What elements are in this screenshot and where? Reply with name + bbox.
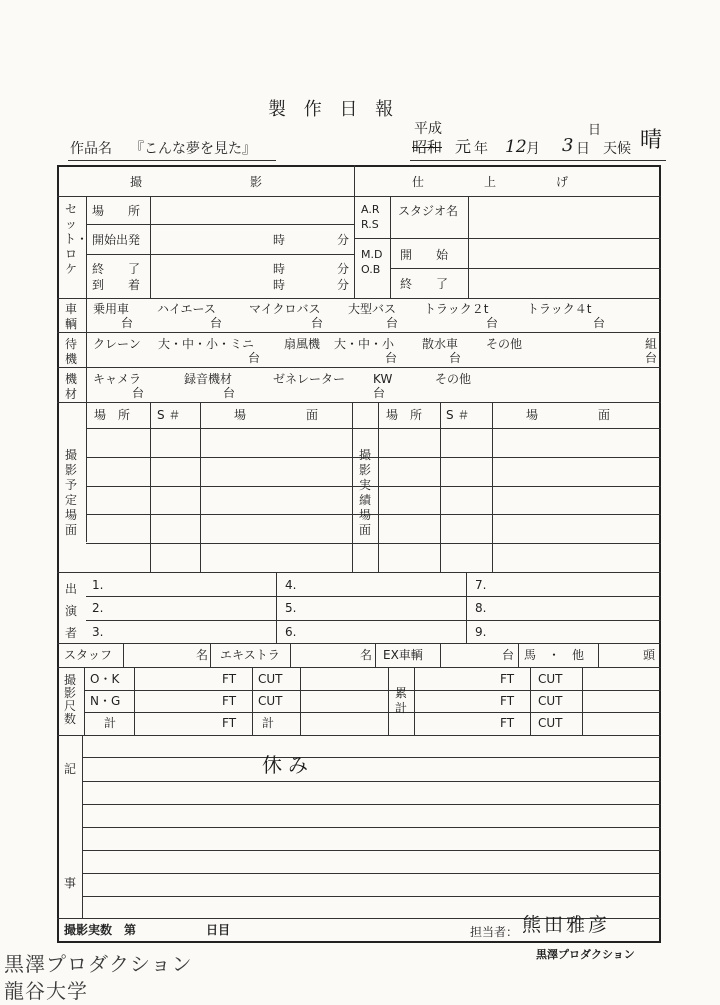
- sched-scene-right: 場 面: [526, 408, 611, 422]
- day-value: 3: [562, 135, 574, 156]
- rule: [518, 643, 519, 667]
- day-unit: 日: [576, 141, 590, 157]
- fun-label-1: 分: [337, 233, 350, 247]
- footage-ng: N・G: [90, 694, 121, 708]
- watermark-line1: 黒澤プロダクション: [4, 952, 193, 976]
- standby-other: その他: [486, 337, 523, 351]
- standby-crane-unit: 台: [248, 351, 261, 365]
- extra-label: エキストラ: [220, 648, 280, 662]
- standby-crane: クレーン: [93, 337, 141, 351]
- ng-ft: FT: [222, 694, 237, 708]
- rule: [150, 402, 151, 572]
- set-loc-label: セット・ロケ: [64, 202, 89, 276]
- rule: [86, 620, 661, 621]
- ar-label: A.R: [361, 203, 380, 216]
- rule: [252, 667, 253, 735]
- footage-total: 計: [104, 716, 117, 730]
- rule: [388, 667, 389, 735]
- rule: [440, 402, 441, 572]
- section-shooting: 撮 影: [130, 175, 263, 189]
- standby-label: 待機: [64, 337, 77, 366]
- rule: [530, 667, 531, 735]
- vehicle-microbus-unit: 台: [311, 316, 324, 330]
- weather-label: 天候: [603, 141, 631, 157]
- standby-crane-sizes: 大・中・小・ミニ: [158, 337, 255, 351]
- cast-8: 8.: [475, 601, 487, 615]
- cast-1: 1.: [92, 578, 104, 592]
- rule: [57, 196, 661, 197]
- ok-cut: CUT: [258, 672, 283, 686]
- rule: [352, 402, 353, 572]
- standby-group-unit: 組: [645, 337, 658, 351]
- rule: [84, 667, 85, 735]
- finish-label: 終 了: [400, 277, 449, 291]
- report-title: 製 作 日 報: [268, 99, 400, 120]
- days-unit: 日目: [206, 923, 231, 937]
- equip-recorder: 録音機材: [184, 372, 233, 386]
- ok-ft: FT: [222, 672, 237, 686]
- manager-label: 担当者：: [470, 925, 519, 939]
- vehicle-truck4t: トラック４t: [527, 302, 592, 316]
- vehicle-truck4t-unit: 台: [593, 316, 606, 330]
- rule: [86, 196, 87, 542]
- rule: [82, 781, 661, 782]
- ob-label: O.B: [361, 263, 381, 276]
- vehicle-sedan-unit: 台: [121, 316, 134, 330]
- ji-label-2: 時: [273, 262, 286, 276]
- studio-label: スタジオ名: [398, 204, 459, 218]
- total-kei: 計: [262, 716, 275, 730]
- cast-7: 7.: [475, 578, 487, 592]
- watermark-line2: 龍谷大学: [4, 979, 88, 1003]
- month-value: 12: [505, 137, 527, 157]
- equipment-label: 機材: [64, 372, 77, 401]
- ex-vehicle-unit: 台: [502, 648, 515, 662]
- cast-9: 9.: [475, 625, 487, 639]
- md-label: M.D: [361, 248, 383, 261]
- rule: [492, 402, 493, 572]
- rule: [82, 896, 661, 897]
- rule: [57, 572, 661, 573]
- vehicle-hiace-unit: 台: [210, 316, 223, 330]
- rule: [82, 873, 661, 874]
- cum-cut-1: CUT: [538, 672, 563, 686]
- work-name-value: 『こんな夢を見た』: [130, 141, 256, 157]
- date-underline: [410, 160, 666, 161]
- work-name-underline: [68, 160, 276, 161]
- rule: [57, 332, 661, 333]
- rule: [598, 643, 599, 667]
- equip-kw-unit: 台: [373, 386, 386, 400]
- weather-value: 晴: [640, 128, 663, 153]
- cast-5: 5.: [285, 601, 297, 615]
- rule: [354, 165, 355, 298]
- notes-label-bottom: 事: [64, 876, 77, 890]
- standby-fan: 扇風機: [284, 337, 321, 351]
- sched-scene-left: 場 面: [234, 408, 319, 422]
- extra-name-unit: 名: [360, 648, 373, 662]
- cum-cut-2: CUT: [538, 694, 563, 708]
- rule: [84, 690, 661, 691]
- year-unit: 年: [474, 141, 488, 157]
- cum-ft-2: FT: [500, 694, 515, 708]
- rule: [134, 667, 135, 735]
- standby-sprinkler: 散水車: [422, 337, 459, 351]
- cast-3: 3.: [92, 625, 104, 639]
- rule: [378, 402, 379, 572]
- rule: [57, 643, 661, 644]
- staff-name-unit: 名: [196, 648, 209, 662]
- standby-group-unit2: 台: [645, 351, 658, 365]
- end-label: 終 了: [92, 262, 141, 276]
- cast-6: 6.: [285, 625, 297, 639]
- footage-label: 撮影尺数: [63, 673, 76, 726]
- fun-label-2: 分: [337, 262, 350, 276]
- notes-handwritten: 休み: [262, 753, 314, 777]
- rule: [84, 712, 661, 713]
- rule: [390, 196, 391, 298]
- horse-label: 馬 ・ 他: [524, 648, 585, 662]
- rule: [354, 238, 661, 239]
- place-label: 場 所: [92, 204, 141, 218]
- rule: [150, 196, 151, 298]
- cumulative-label: 累計: [394, 686, 407, 715]
- rule: [390, 268, 661, 269]
- rule: [82, 827, 661, 828]
- ng-cut: CUT: [258, 694, 283, 708]
- vehicle-bus-unit: 台: [386, 316, 399, 330]
- equip-camera: キャメラ: [93, 372, 142, 386]
- sched-place-left: 場 所: [94, 408, 131, 422]
- rule: [582, 667, 583, 735]
- rule: [210, 643, 211, 667]
- ex-vehicle-label: EX車輌: [383, 648, 423, 662]
- cum-ft-1: FT: [500, 672, 515, 686]
- sched-place-right: 場 所: [386, 408, 423, 422]
- notes-label-top: 記: [64, 762, 77, 776]
- actual-label: 撮影実績場面: [358, 448, 371, 537]
- sched-sno-left: S ＃: [157, 408, 181, 422]
- rule: [86, 543, 661, 544]
- rule: [276, 572, 277, 643]
- planned-label: 撮影予定場面: [64, 448, 77, 537]
- work-name-label: 作品名: [70, 141, 112, 157]
- vehicle-microbus: マイクロバス: [249, 302, 321, 316]
- rule: [414, 667, 415, 735]
- arrive-label: 到 着: [92, 278, 141, 292]
- vehicle-sedan: 乗用車: [93, 302, 130, 316]
- rule: [86, 254, 354, 255]
- rule: [57, 402, 661, 403]
- rule: [468, 196, 469, 298]
- rule: [57, 298, 661, 299]
- vehicles-label: 車輌: [64, 302, 77, 331]
- cum-cut-3: CUT: [538, 716, 563, 730]
- month-unit: 月: [526, 141, 540, 157]
- rule: [86, 224, 354, 225]
- rule: [57, 735, 661, 736]
- rule: [82, 757, 661, 758]
- start-label: 開 始: [400, 248, 449, 262]
- rule: [82, 804, 661, 805]
- ji-label-1: 時: [273, 233, 286, 247]
- standby-fan-sizes: 大・中・小: [334, 337, 395, 351]
- horse-unit: 頭: [643, 648, 656, 662]
- footage-ok: O・K: [90, 672, 120, 686]
- rule: [86, 428, 661, 429]
- equip-recorder-unit: 台: [223, 386, 236, 400]
- rule: [290, 643, 291, 667]
- section-finishing: 仕 上 げ: [412, 175, 569, 189]
- fun-label-3: 分: [337, 278, 350, 292]
- cast-2: 2.: [92, 601, 104, 615]
- rule: [82, 850, 661, 851]
- rule: [466, 572, 467, 643]
- rule: [440, 643, 441, 667]
- rule: [300, 667, 301, 735]
- equip-generator: ゼネレーター: [273, 372, 346, 386]
- vehicle-bus: 大型バス: [348, 302, 397, 316]
- rule: [200, 402, 201, 572]
- cast-label: 出演者: [64, 582, 77, 640]
- rule: [57, 667, 661, 668]
- company-label: 黒澤プロダクション: [536, 948, 635, 961]
- staff-label: スタッフ: [64, 648, 113, 662]
- vehicle-truck2t: トラック２t: [424, 302, 489, 316]
- days-label: 撮影実数 第: [64, 923, 137, 937]
- vehicle-truck2t-unit: 台: [486, 316, 499, 330]
- rule: [57, 367, 661, 368]
- rule: [123, 643, 124, 667]
- ji-label-3: 時: [273, 278, 286, 292]
- rule: [86, 596, 661, 597]
- equip-other: その他: [435, 372, 472, 386]
- rs-label: R.S: [361, 218, 379, 231]
- start-depart-label: 開始出発: [92, 233, 141, 247]
- year-value: 元: [455, 137, 472, 156]
- vehicle-hiace: ハイエース: [157, 302, 216, 316]
- rule: [86, 457, 661, 458]
- rule: [86, 486, 661, 487]
- sched-sno-right: S ＃: [446, 408, 470, 422]
- total-ft: FT: [222, 716, 237, 730]
- standby-fan-unit: 台: [385, 351, 398, 365]
- equip-kw: KW: [373, 372, 393, 386]
- cast-4: 4.: [285, 578, 297, 592]
- rule: [375, 643, 376, 667]
- era-crossed: 昭和: [412, 138, 443, 156]
- cum-ft-3: FT: [500, 716, 515, 730]
- rule: [86, 514, 661, 515]
- era-written: 平成: [414, 121, 442, 137]
- equip-camera-unit: 台: [132, 386, 145, 400]
- standby-sprinkler-unit: 台: [449, 351, 462, 365]
- manager-name: 熊田雅彦: [522, 914, 611, 936]
- day-note: 日: [588, 123, 602, 138]
